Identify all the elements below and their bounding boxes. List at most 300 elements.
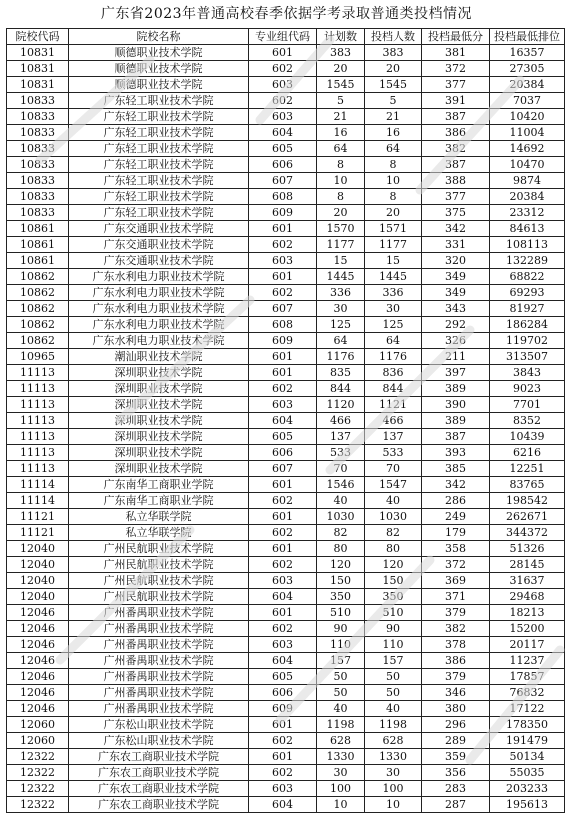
table-cell: 510 <box>365 605 422 621</box>
table-cell: 12046 <box>7 669 69 685</box>
table-cell: 广东松山职业技术学院 <box>69 717 249 733</box>
table-cell: 602 <box>249 733 317 749</box>
table-cell: 顺德职业技术学院 <box>69 77 249 93</box>
table-cell: 17857 <box>490 669 565 685</box>
table-cell: 1121 <box>365 397 422 413</box>
table-row <box>7 77 565 93</box>
table-row <box>7 637 565 653</box>
table-cell: 10965 <box>7 349 69 365</box>
table-cell: 51326 <box>490 541 565 557</box>
table-row <box>7 269 565 285</box>
table-cell: 11114 <box>7 477 69 493</box>
table-cell: 203233 <box>490 781 565 797</box>
table-cell: 608 <box>249 189 317 205</box>
table-cell: 606 <box>249 445 317 461</box>
table-cell: 顺德职业技术学院 <box>69 45 249 61</box>
table-cell: 601 <box>249 477 317 493</box>
table-cell: 1547 <box>365 477 422 493</box>
table-cell: 533 <box>317 445 365 461</box>
table-cell: 84613 <box>490 221 565 237</box>
table-cell: 广州民航职业技术学院 <box>69 573 249 589</box>
table-cell: 广东交通职业技术学院 <box>69 221 249 237</box>
table-cell: 深圳职业技术学院 <box>69 381 249 397</box>
table-cell: 81927 <box>490 301 565 317</box>
table-row <box>7 781 565 797</box>
table-cell: 369 <box>422 573 490 589</box>
table-cell: 1198 <box>317 717 365 733</box>
table-cell: 125 <box>365 317 422 333</box>
table-cell: 10831 <box>7 77 69 93</box>
table-cell: 377 <box>422 189 490 205</box>
table-cell: 609 <box>249 205 317 221</box>
table-cell: 广东农工商职业技术学院 <box>69 781 249 797</box>
table-cell: 320 <box>422 253 490 269</box>
table-cell: 132289 <box>490 253 565 269</box>
table-cell: 10833 <box>7 189 69 205</box>
table-cell: 603 <box>249 77 317 93</box>
table-cell: 广东水利电力职业技术学院 <box>69 317 249 333</box>
table-cell: 12322 <box>7 781 69 797</box>
table-cell: 157 <box>365 653 422 669</box>
table-cell: 609 <box>249 333 317 349</box>
table-cell: 广州番禺职业技术学院 <box>69 637 249 653</box>
column-header: 计划数 <box>317 29 365 45</box>
table-cell: 359 <box>422 749 490 765</box>
table-cell: 326 <box>422 333 490 349</box>
table-cell: 1198 <box>365 717 422 733</box>
table-cell: 602 <box>249 61 317 77</box>
table-cell: 90 <box>317 621 365 637</box>
table-cell: 90 <box>365 621 422 637</box>
table-cell: 50 <box>365 685 422 701</box>
table-cell: 广东轻工职业技术学院 <box>69 173 249 189</box>
table-row <box>7 141 565 157</box>
column-header: 院校名称 <box>69 29 249 45</box>
table-cell: 30 <box>365 301 422 317</box>
table-row <box>7 605 565 621</box>
table-cell: 602 <box>249 93 317 109</box>
table-cell: 12251 <box>490 461 565 477</box>
table-cell: 12322 <box>7 749 69 765</box>
table-cell: 11113 <box>7 429 69 445</box>
table-cell: 11113 <box>7 365 69 381</box>
table-cell: 607 <box>249 173 317 189</box>
table-cell: 83765 <box>490 477 565 493</box>
table-cell: 广东农工商职业技术学院 <box>69 749 249 765</box>
table-cell: 广东轻工职业技术学院 <box>69 125 249 141</box>
table-cell: 20 <box>317 61 365 77</box>
table-row <box>7 653 565 669</box>
table-cell: 844 <box>365 381 422 397</box>
table-cell: 1571 <box>365 221 422 237</box>
table-cell: 64 <box>365 141 422 157</box>
table-row <box>7 333 565 349</box>
table-cell: 广东南华工商职业学院 <box>69 493 249 509</box>
table-cell: 50 <box>317 685 365 701</box>
table-cell: 383 <box>317 45 365 61</box>
table-cell: 391 <box>422 93 490 109</box>
table-cell: 广东农工商职业技术学院 <box>69 765 249 781</box>
table-cell: 249 <box>422 509 490 525</box>
table-cell: 1545 <box>317 77 365 93</box>
table-cell: 603 <box>249 637 317 653</box>
table-cell: 11113 <box>7 413 69 429</box>
table-row <box>7 237 565 253</box>
table-cell: 80 <box>365 541 422 557</box>
table-cell: 广东水利电力职业技术学院 <box>69 301 249 317</box>
table-cell: 8 <box>365 157 422 173</box>
table-cell: 601 <box>249 45 317 61</box>
table-cell: 510 <box>317 605 365 621</box>
column-header: 院校代码 <box>7 29 69 45</box>
table-cell: 64 <box>317 141 365 157</box>
table-cell: 1445 <box>365 269 422 285</box>
table-cell: 广东水利电力职业技术学院 <box>69 269 249 285</box>
table-cell: 广州番禺职业技术学院 <box>69 621 249 637</box>
table-cell: 606 <box>249 157 317 173</box>
table-cell: 69293 <box>490 285 565 301</box>
table-cell: 11237 <box>490 653 565 669</box>
table-cell: 191479 <box>490 733 565 749</box>
table-row <box>7 221 565 237</box>
table-cell: 31637 <box>490 573 565 589</box>
table-cell: 381 <box>422 45 490 61</box>
table-cell: 1177 <box>365 237 422 253</box>
table-cell: 331 <box>422 237 490 253</box>
table-row <box>7 797 565 813</box>
table-row <box>7 685 565 701</box>
table-cell: 广州民航职业技术学院 <box>69 541 249 557</box>
table-cell: 108113 <box>490 237 565 253</box>
table-cell: 100 <box>365 781 422 797</box>
table-cell: 607 <box>249 301 317 317</box>
table-cell: 广州民航职业技术学院 <box>69 589 249 605</box>
table-cell: 55035 <box>490 765 565 781</box>
table-cell: 386 <box>422 125 490 141</box>
table-cell: 1176 <box>317 349 365 365</box>
table-cell: 606 <box>249 685 317 701</box>
table-cell: 343 <box>422 301 490 317</box>
table-cell: 16 <box>365 125 422 141</box>
table-cell: 20384 <box>490 77 565 93</box>
table-cell: 深圳职业技术学院 <box>69 429 249 445</box>
table-row <box>7 733 565 749</box>
table-cell: 150 <box>365 573 422 589</box>
table-row <box>7 525 565 541</box>
table-cell: 377 <box>422 77 490 93</box>
table-cell: 10861 <box>7 221 69 237</box>
table-cell: 289 <box>422 733 490 749</box>
table-cell: 601 <box>249 509 317 525</box>
table-cell: 68822 <box>490 269 565 285</box>
table-cell: 私立华联学院 <box>69 509 249 525</box>
table-cell: 64 <box>317 333 365 349</box>
table-cell: 70 <box>317 461 365 477</box>
table-row <box>7 381 565 397</box>
table-cell: 64 <box>365 333 422 349</box>
table-cell: 178350 <box>490 717 565 733</box>
table-row <box>7 301 565 317</box>
table-cell: 388 <box>422 173 490 189</box>
table-cell: 137 <box>317 429 365 445</box>
table-cell: 16 <box>317 125 365 141</box>
table-cell: 8 <box>317 189 365 205</box>
table-cell: 287 <box>422 797 490 813</box>
table-cell: 10833 <box>7 141 69 157</box>
table-cell: 356 <box>422 765 490 781</box>
table-cell: 1330 <box>317 749 365 765</box>
table-cell: 30 <box>317 301 365 317</box>
table-cell: 602 <box>249 285 317 301</box>
table-cell: 1030 <box>365 509 422 525</box>
table-cell: 10420 <box>490 109 565 125</box>
table-row <box>7 317 565 333</box>
table-cell: 296 <box>422 717 490 733</box>
table-cell: 601 <box>249 349 317 365</box>
table-cell: 12040 <box>7 573 69 589</box>
table-cell: 350 <box>365 589 422 605</box>
table-cell: 378 <box>422 637 490 653</box>
table-cell: 8 <box>317 157 365 173</box>
table-cell: 602 <box>249 621 317 637</box>
table-cell: 深圳职业技术学院 <box>69 461 249 477</box>
table-cell: 11113 <box>7 445 69 461</box>
table-cell: 604 <box>249 797 317 813</box>
table-cell: 601 <box>249 221 317 237</box>
table-cell: 6216 <box>490 445 565 461</box>
table-cell: 379 <box>422 669 490 685</box>
table-cell: 11121 <box>7 509 69 525</box>
table-cell: 10 <box>317 173 365 189</box>
table-cell: 12046 <box>7 701 69 717</box>
table-cell: 7701 <box>490 397 565 413</box>
table-cell: 602 <box>249 765 317 781</box>
table-cell: 12322 <box>7 797 69 813</box>
table-cell: 602 <box>249 557 317 573</box>
table-cell: 604 <box>249 653 317 669</box>
table-cell: 10 <box>365 797 422 813</box>
table-cell: 10 <box>365 173 422 189</box>
table-cell: 广州番禺职业技术学院 <box>69 701 249 717</box>
table-cell: 110 <box>365 637 422 653</box>
table-cell: 11113 <box>7 397 69 413</box>
table-cell: 375 <box>422 205 490 221</box>
table-cell: 3843 <box>490 365 565 381</box>
table-cell: 10833 <box>7 205 69 221</box>
table-row <box>7 669 565 685</box>
table-row <box>7 765 565 781</box>
table-cell: 10861 <box>7 253 69 269</box>
table-cell: 5 <box>317 93 365 109</box>
admission-table <box>6 28 565 813</box>
table-cell: 40 <box>365 701 422 717</box>
table-cell: 1546 <box>317 477 365 493</box>
table-cell: 349 <box>422 269 490 285</box>
table-row <box>7 397 565 413</box>
table-row <box>7 93 565 109</box>
table-row <box>7 461 565 477</box>
table-cell: 12060 <box>7 717 69 733</box>
table-cell: 10833 <box>7 93 69 109</box>
table-cell: 21 <box>365 109 422 125</box>
table-cell: 601 <box>249 365 317 381</box>
table-cell: 344372 <box>490 525 565 541</box>
table-cell: 628 <box>365 733 422 749</box>
table-cell: 602 <box>249 525 317 541</box>
table-cell: 603 <box>249 397 317 413</box>
table-cell: 27305 <box>490 61 565 77</box>
table-row <box>7 509 565 525</box>
table-cell: 20 <box>365 61 422 77</box>
table-row <box>7 61 565 77</box>
table-cell: 358 <box>422 541 490 557</box>
table-header-row <box>7 29 565 45</box>
table-cell: 1445 <box>317 269 365 285</box>
table-cell: 397 <box>422 365 490 381</box>
table-cell: 10833 <box>7 157 69 173</box>
table-cell: 12046 <box>7 637 69 653</box>
table-cell: 11113 <box>7 461 69 477</box>
table-cell: 1176 <box>365 349 422 365</box>
table-cell: 潮汕职业技术学院 <box>69 349 249 365</box>
table-cell: 21 <box>317 109 365 125</box>
table-row <box>7 445 565 461</box>
table-cell: 1177 <box>317 237 365 253</box>
table-cell: 1545 <box>365 77 422 93</box>
table-cell: 顺德职业技术学院 <box>69 61 249 77</box>
table-cell: 40 <box>317 493 365 509</box>
table-cell: 393 <box>422 445 490 461</box>
table-cell: 30 <box>365 765 422 781</box>
table-cell: 602 <box>249 381 317 397</box>
table-cell: 深圳职业技术学院 <box>69 365 249 381</box>
table-cell: 605 <box>249 141 317 157</box>
table-cell: 12046 <box>7 653 69 669</box>
table-cell: 1030 <box>317 509 365 525</box>
table-cell: 603 <box>249 253 317 269</box>
table-cell: 12322 <box>7 765 69 781</box>
table-row <box>7 109 565 125</box>
table-cell: 广东轻工职业技术学院 <box>69 93 249 109</box>
table-cell: 广州番禺职业技术学院 <box>69 669 249 685</box>
table-cell: 12040 <box>7 557 69 573</box>
table-cell: 广州民航职业技术学院 <box>69 557 249 573</box>
table-cell: 601 <box>249 605 317 621</box>
table-cell: 195613 <box>490 797 565 813</box>
table-row <box>7 253 565 269</box>
table-cell: 深圳职业技术学院 <box>69 413 249 429</box>
table-cell: 10833 <box>7 125 69 141</box>
table-cell: 82 <box>365 525 422 541</box>
table-cell: 11004 <box>490 125 565 141</box>
table-cell: 广州番禺职业技术学院 <box>69 605 249 621</box>
table-cell: 371 <box>422 589 490 605</box>
table-row <box>7 189 565 205</box>
table-cell: 120 <box>365 557 422 573</box>
table-cell: 603 <box>249 573 317 589</box>
table-cell: 28145 <box>490 557 565 573</box>
table-cell: 5 <box>365 93 422 109</box>
column-header: 投档最低分 <box>422 29 490 45</box>
table-body <box>7 45 565 813</box>
table-cell: 8 <box>365 189 422 205</box>
table-cell: 382 <box>422 621 490 637</box>
table-row <box>7 621 565 637</box>
table-cell: 10862 <box>7 317 69 333</box>
table-cell: 11121 <box>7 525 69 541</box>
table-cell: 12040 <box>7 589 69 605</box>
table-cell: 1330 <box>365 749 422 765</box>
table-cell: 387 <box>422 109 490 125</box>
table-cell: 23312 <box>490 205 565 221</box>
table-cell: 605 <box>249 429 317 445</box>
table-cell: 10470 <box>490 157 565 173</box>
table-cell: 广东松山职业技术学院 <box>69 733 249 749</box>
table-cell: 389 <box>422 381 490 397</box>
table-cell: 15 <box>365 253 422 269</box>
table-cell: 292 <box>422 317 490 333</box>
table-cell: 广东水利电力职业技术学院 <box>69 285 249 301</box>
table-cell: 10833 <box>7 173 69 189</box>
table-row <box>7 413 565 429</box>
table-cell: 372 <box>422 557 490 573</box>
table-cell: 608 <box>249 317 317 333</box>
table-cell: 390 <box>422 397 490 413</box>
table-row <box>7 749 565 765</box>
table-cell: 10862 <box>7 285 69 301</box>
table-cell: 广东轻工职业技术学院 <box>69 205 249 221</box>
table-cell: 110 <box>317 637 365 653</box>
table-cell: 628 <box>317 733 365 749</box>
table-cell: 10862 <box>7 269 69 285</box>
table-row <box>7 429 565 445</box>
table-row <box>7 205 565 221</box>
table-cell: 346 <box>422 685 490 701</box>
table-cell: 385 <box>422 461 490 477</box>
table-cell: 150 <box>317 573 365 589</box>
table-cell: 70 <box>365 461 422 477</box>
table-cell: 382 <box>422 141 490 157</box>
table-cell: 603 <box>249 109 317 125</box>
table-row <box>7 365 565 381</box>
table-cell: 80 <box>317 541 365 557</box>
table-cell: 广东农工商职业技术学院 <box>69 797 249 813</box>
table-cell: 336 <box>365 285 422 301</box>
table-cell: 8352 <box>490 413 565 429</box>
table-cell: 380 <box>422 701 490 717</box>
table-cell: 29468 <box>490 589 565 605</box>
table-cell: 349 <box>422 285 490 301</box>
table-cell: 533 <box>365 445 422 461</box>
table-cell: 100 <box>317 781 365 797</box>
table-cell: 9874 <box>490 173 565 189</box>
table-row <box>7 573 565 589</box>
table-cell: 844 <box>317 381 365 397</box>
table-cell: 137 <box>365 429 422 445</box>
table-cell: 120 <box>317 557 365 573</box>
table-cell: 40 <box>365 493 422 509</box>
table-cell: 604 <box>249 589 317 605</box>
table-cell: 157 <box>317 653 365 669</box>
table-cell: 383 <box>365 45 422 61</box>
table-cell: 广东南华工商职业学院 <box>69 477 249 493</box>
column-header: 投档人数 <box>365 29 422 45</box>
table-row <box>7 157 565 173</box>
table-cell: 7037 <box>490 93 565 109</box>
table-cell: 20384 <box>490 189 565 205</box>
table-cell: 20117 <box>490 637 565 653</box>
table-cell: 262671 <box>490 509 565 525</box>
